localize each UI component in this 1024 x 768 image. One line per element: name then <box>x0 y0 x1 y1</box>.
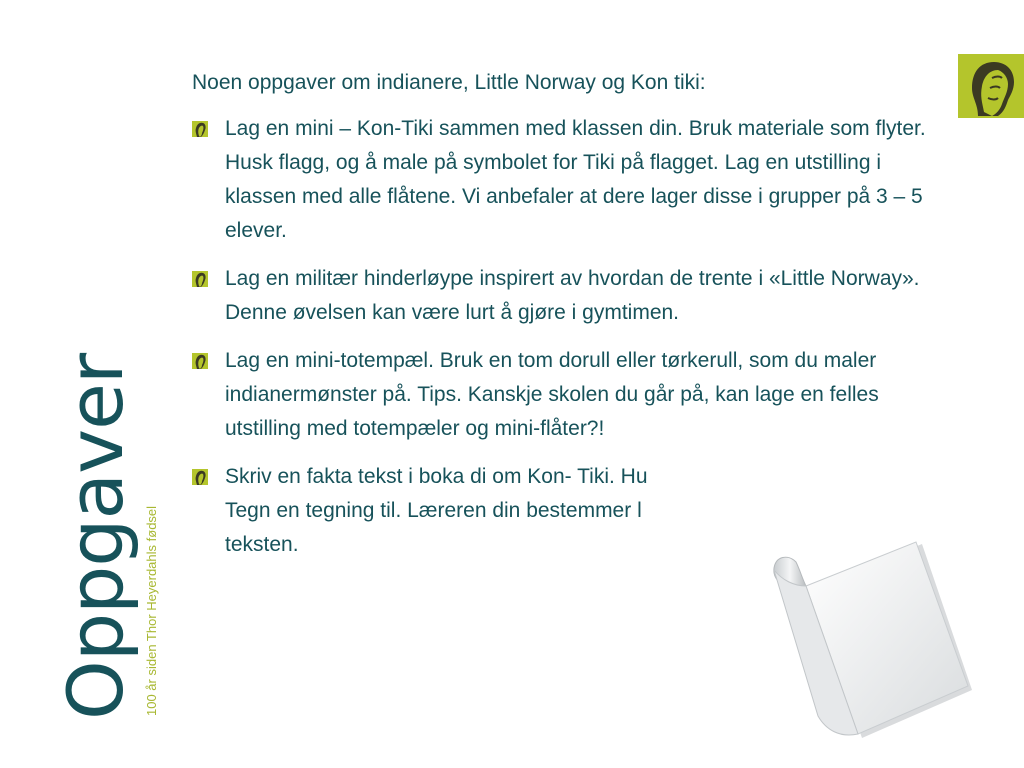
intro-text: Noen oppgaver om indianere, Little Norway og Kon tiki: <box>192 71 706 94</box>
task-text: Lag en mini – Kon-Tiki sammen med klassen din. Bruk materiale som flyter. Husk flagg, og å male på symbolet for Tiki på flagget. Lag en utstilling i klassen med alle flåtene. Vi anbefaler at dere lager disse i grupper på 3 – 5 elever. <box>225 117 926 242</box>
open-book-icon <box>766 540 976 740</box>
task-list <box>192 112 932 562</box>
portrait-bullet-icon <box>192 353 208 369</box>
task-content <box>192 66 932 576</box>
portrait-logo-icon <box>958 54 1024 118</box>
list-item <box>192 112 932 248</box>
side-subtitle: 100 år siden Thor Heyerdahls fødsel <box>144 505 159 716</box>
task-text: Lag en mini-totempæl. Bruk en tom dorull eller tørkerull, som du maler indianermønster på. Tips. Kanskje skolen du går på, kan lage en felles utstilling med totempæler og mini-flåter?! <box>225 349 879 440</box>
portrait-bullet-icon <box>192 121 208 137</box>
list-item <box>192 262 932 330</box>
portrait-bullet-icon <box>192 271 208 287</box>
side-title: Oppgaver <box>51 353 140 720</box>
task-text: Lag en militær hinderløype inspirert av hvordan de trente i «Little Norway». Denne øvelsen kan være lurt å gjøre i gymtimen. <box>225 267 920 324</box>
list-item <box>192 344 932 446</box>
portrait-bullet-icon <box>192 469 208 485</box>
task-text: Skriv en fakta tekst i boka di om Kon- Tiki. Hu Tegn en tegning til. Læreren din bestemmer l teksten. <box>225 465 648 556</box>
